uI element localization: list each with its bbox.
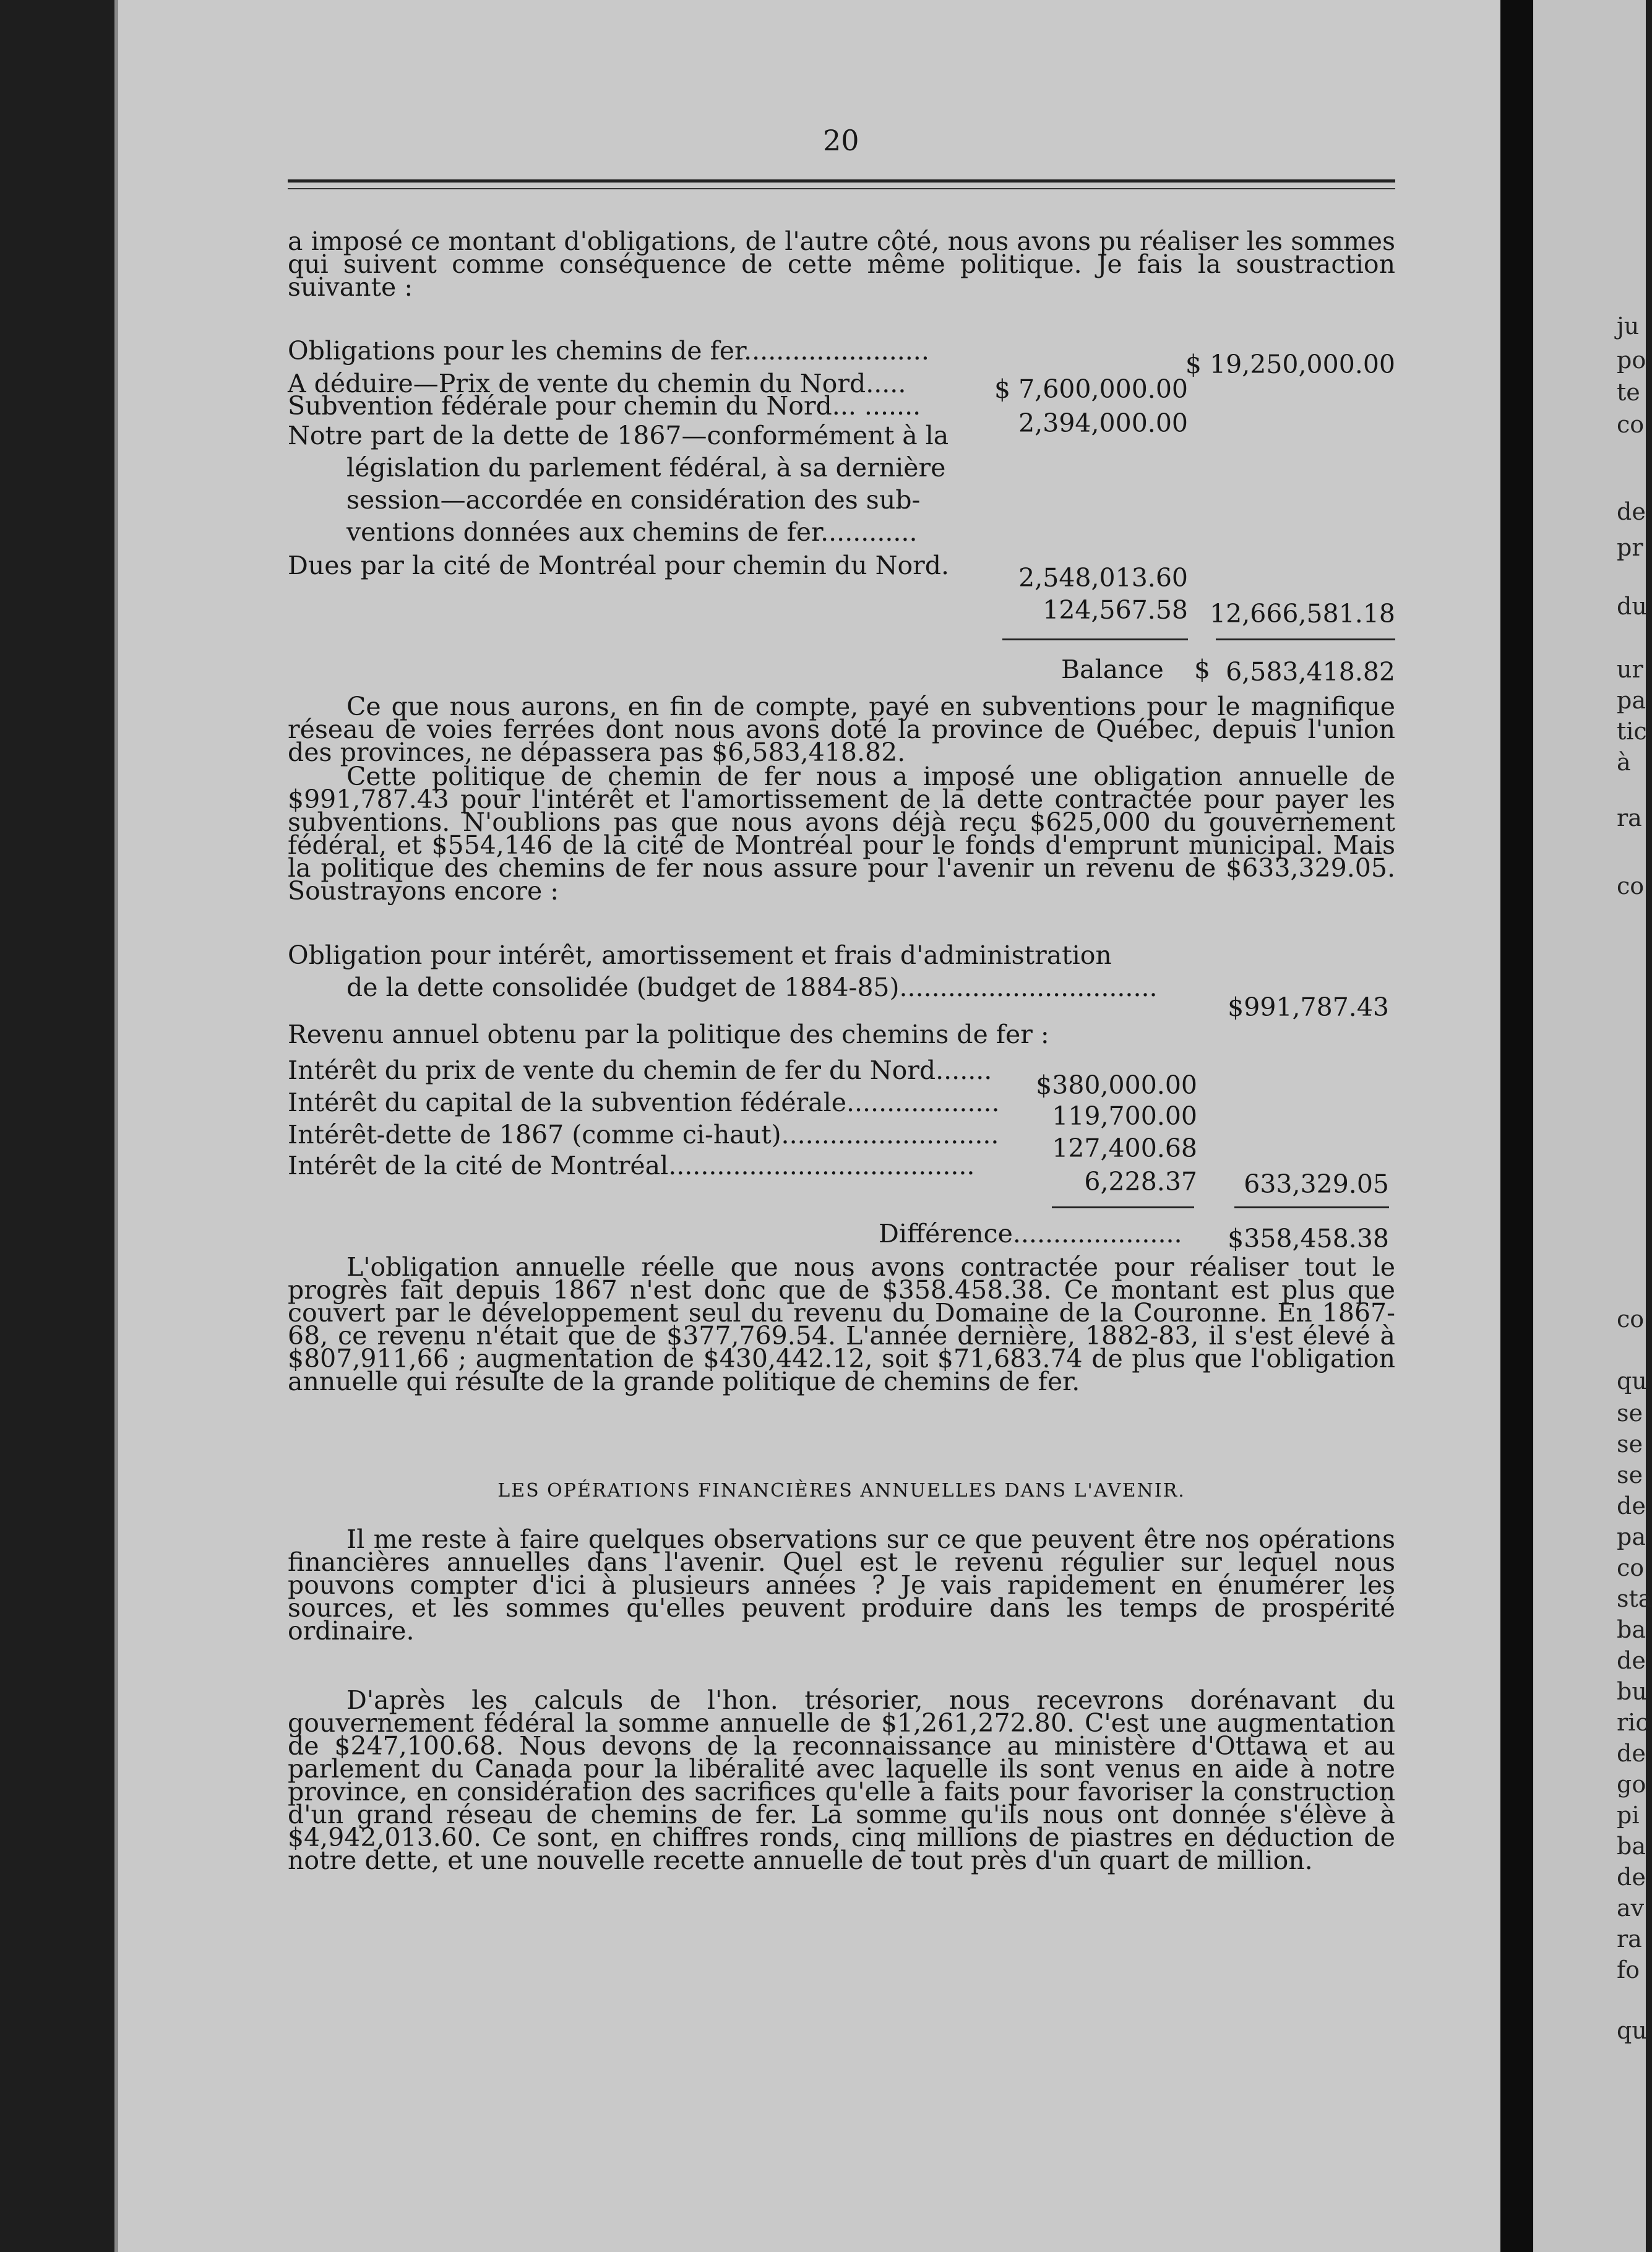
table2-row-label: Obligation pour intérêt, amortissement et frais d'administration (288, 940, 1112, 970)
table2-amount: 6,228.37 (1084, 1167, 1197, 1197)
table2-row-label: Intérêt du capital de la subvention fédérale................... (288, 1088, 1000, 1117)
table1-row-label: Obligations pour les chemins de fer....................... (288, 336, 929, 366)
adjacent-page-text: tic (1617, 718, 1647, 745)
header-rule (288, 179, 1395, 183)
difference-value: $358,458.38 (1228, 1224, 1389, 1253)
adjacent-page-text: co (1617, 872, 1645, 900)
difference-label: Différence..................... (879, 1219, 1182, 1248)
adjacent-page (1533, 0, 1652, 2252)
table1-total: 12,666,581.18 (1210, 599, 1395, 629)
body-paragraph: Il me reste à faire quelques observations sur ce que peuvent être nos opérations financières annuelles dans l'avenir. Quel est le revenu régulier sur lequel nous pouvons compter d'ici à plusieurs années ? Je vais rapidement en énumérer les sources, et les sommes qu'elles peuvent produire dans les temps de prospérité ordinaire. (288, 1524, 1395, 1646)
body-paragraph: L'obligation annuelle réelle que nous avons contractée pour réaliser tout le progrès fait depuis 1867 n'est donc que de $358.458.38. Ce montant est plus que couvert par le développement seul du revenu du Domaine de la Couronne. En 1867-68, ce revenu n'était que de $377,769.54. L'année dernière, 1882-83, il s'est élevé à $807,911,66 ; augmentation de $430,442.12, soit $71,683.74 de plus que l'obligation annuelle qui résulte de la grande politique de chemins de fer. (288, 1252, 1395, 1396)
adjacent-page-text: ra (1617, 804, 1642, 832)
adjacent-page-text: se (1617, 1430, 1643, 1458)
balance-dollar: $ (1194, 655, 1211, 684)
balance-label: Balance (1061, 655, 1164, 684)
table2-amount: 127,400.68 (1052, 1133, 1197, 1163)
table1-row-label: A déduire—Prix de vente du chemin du Nord..... (288, 369, 906, 398)
adjacent-page-text: de (1617, 1863, 1646, 1891)
table1-row-label: Subvention fédérale pour chemin du Nord... ....... (288, 391, 921, 421)
adjacent-page-text: de (1617, 1647, 1646, 1674)
adjacent-page-text: ba (1617, 1833, 1646, 1860)
table2-row-label: Intérêt du prix de vente du chemin de fer du Nord....... (288, 1055, 992, 1085)
table1-row-label: ventions données aux chemins de fer............ (346, 517, 918, 547)
adjacent-page-text: de (1617, 1740, 1646, 1767)
adjacent-page-text: av (1617, 1894, 1645, 1922)
table2-amount: $991,787.43 (1228, 992, 1389, 1022)
body-paragraph: Ce que nous aurons, en fin de compte, payé en subventions pour le magnifique réseau de voies ferrées dont nous avons doté la province de Québec, depuis l'union des provinces, ne dépassera pas $6,583,418.82. (288, 692, 1395, 767)
table2-row-label: de la dette consolidée (budget de 1884-85)................................ (346, 973, 1158, 1002)
table2-row-label: Intérêt de la cité de Montréal...................................... (288, 1151, 975, 1180)
sum-line (1216, 638, 1395, 640)
table1-row-label: législation du parlement fédéral, à sa dernière (346, 453, 946, 483)
page-number: 20 (823, 124, 859, 157)
adjacent-page-text: ra (1617, 1925, 1642, 1953)
adjacent-page-text: go (1617, 1771, 1646, 1798)
adjacent-page-text: ur (1617, 656, 1643, 683)
table1-amount: 2,394,000.00 (1018, 408, 1188, 438)
sum-line (1234, 1206, 1389, 1208)
adjacent-page-text: du (1617, 593, 1647, 620)
header-rule-thin (288, 188, 1395, 189)
adjacent-page-text: ju (1617, 312, 1640, 340)
adjacent-page-text: te (1617, 379, 1640, 406)
table2-amount: $380,000.00 (1036, 1070, 1197, 1100)
table1-total: $ 19,250,000.00 (1185, 350, 1395, 379)
table1-row-label: session—accordée en considération des sub- (346, 485, 921, 515)
adjacent-page-text: pa (1617, 1523, 1646, 1550)
table1-amount: 2,548,013.60 (1018, 563, 1188, 593)
adjacent-page-text: ba (1617, 1616, 1646, 1643)
adjacent-page-text: pa (1617, 687, 1646, 714)
adjacent-page-text: po (1617, 346, 1646, 374)
book-gutter (1500, 0, 1533, 2252)
body-paragraph: Cette politique de chemin de fer nous a imposé une obligation annuelle de $991,787.43 pour l'intérêt et l'amortissement de la dette contractée pour payer les subventions. N'oublions pas que nous avons déjà reçu $625,000 du gouvernement fédéral, et $554,146 de la cité de Montréal pour le fonds d'emprunt municipal. Mais la politique des chemins de fer nous assure pour l'avenir un revenu de $633,329.05. Soustrayons encore : (288, 762, 1395, 906)
adjacent-page-text: se (1617, 1399, 1643, 1427)
adjacent-page-text: co (1617, 1305, 1645, 1333)
adjacent-page-text: sta (1617, 1585, 1652, 1612)
sum-line (1002, 638, 1188, 640)
adjacent-page-text: ric (1617, 1709, 1649, 1736)
adjacent-page-text: pi (1617, 1802, 1640, 1829)
section-heading: LES OPÉRATIONS FINANCIÈRES ANNUELLES DANS L'AVENIR. (497, 1480, 1185, 1502)
body-paragraph: D'après les calculs de l'hon. trésorier, nous recevrons dorénavant du gouvernement fédéral la somme annuelle de $1,261,272.80. C'est une augmentation de $247,100.68. Nous devons de la reconnaissance au ministère d'Ottawa et au parlement du Canada pour la libéralité avec laquelle ils sont venus en aide à notre province, en considération des sacrifices qu'elle a faits pour favoriser la construction d'un grand réseau de chemins de fer. La somme qu'ils nous ont donnée s'élève à $4,942,013.60. Ce sont, en chiffres ronds, cinq millions de piastres en déduction de notre dette, et une nouvelle recette annuelle de tout près d'un quart de million. (288, 1685, 1395, 1875)
adjacent-page-text: qu (1617, 1367, 1647, 1395)
adjacent-page-text: de (1617, 498, 1646, 525)
adjacent-page-text: pr (1617, 534, 1643, 561)
table1-amount: 124,567.58 (1043, 595, 1188, 625)
table2-amount: 119,700.00 (1052, 1101, 1197, 1131)
table1-row-label: Notre part de la dette de 1867—conformément à la (288, 421, 949, 450)
adjacent-page-text: de (1617, 1492, 1646, 1519)
intro-paragraph: a imposé ce montant d'obligations, de l'autre côté, nous avons pu réaliser les sommes qui suivent comme conséquence de cette même politique. Je fais la soustraction suivante : (288, 226, 1395, 302)
table1-row-label: Dues par la cité de Montréal pour chemin du Nord. (288, 551, 950, 580)
adjacent-page-text: qu (1617, 2017, 1647, 2044)
table2-row-label: Intérêt-dette de 1867 (comme ci-haut)........................... (288, 1120, 999, 1150)
adjacent-page-text: co (1617, 411, 1645, 438)
sum-line (1052, 1206, 1194, 1208)
adjacent-page-text: se (1617, 1461, 1643, 1489)
table1-amount: $ 7,600,000.00 (994, 374, 1188, 404)
balance-value: 6,583,418.82 (1226, 657, 1395, 687)
table2-total: 633,329.05 (1244, 1169, 1389, 1199)
adjacent-page-text: à (1617, 749, 1631, 776)
adjacent-page-text: bu (1617, 1678, 1647, 1705)
adjacent-page-text: co (1617, 1554, 1645, 1581)
table2-heading: Revenu annuel obtenu par la politique des chemins de fer : (288, 1020, 1049, 1049)
adjacent-page-text: fo (1617, 1956, 1640, 1983)
